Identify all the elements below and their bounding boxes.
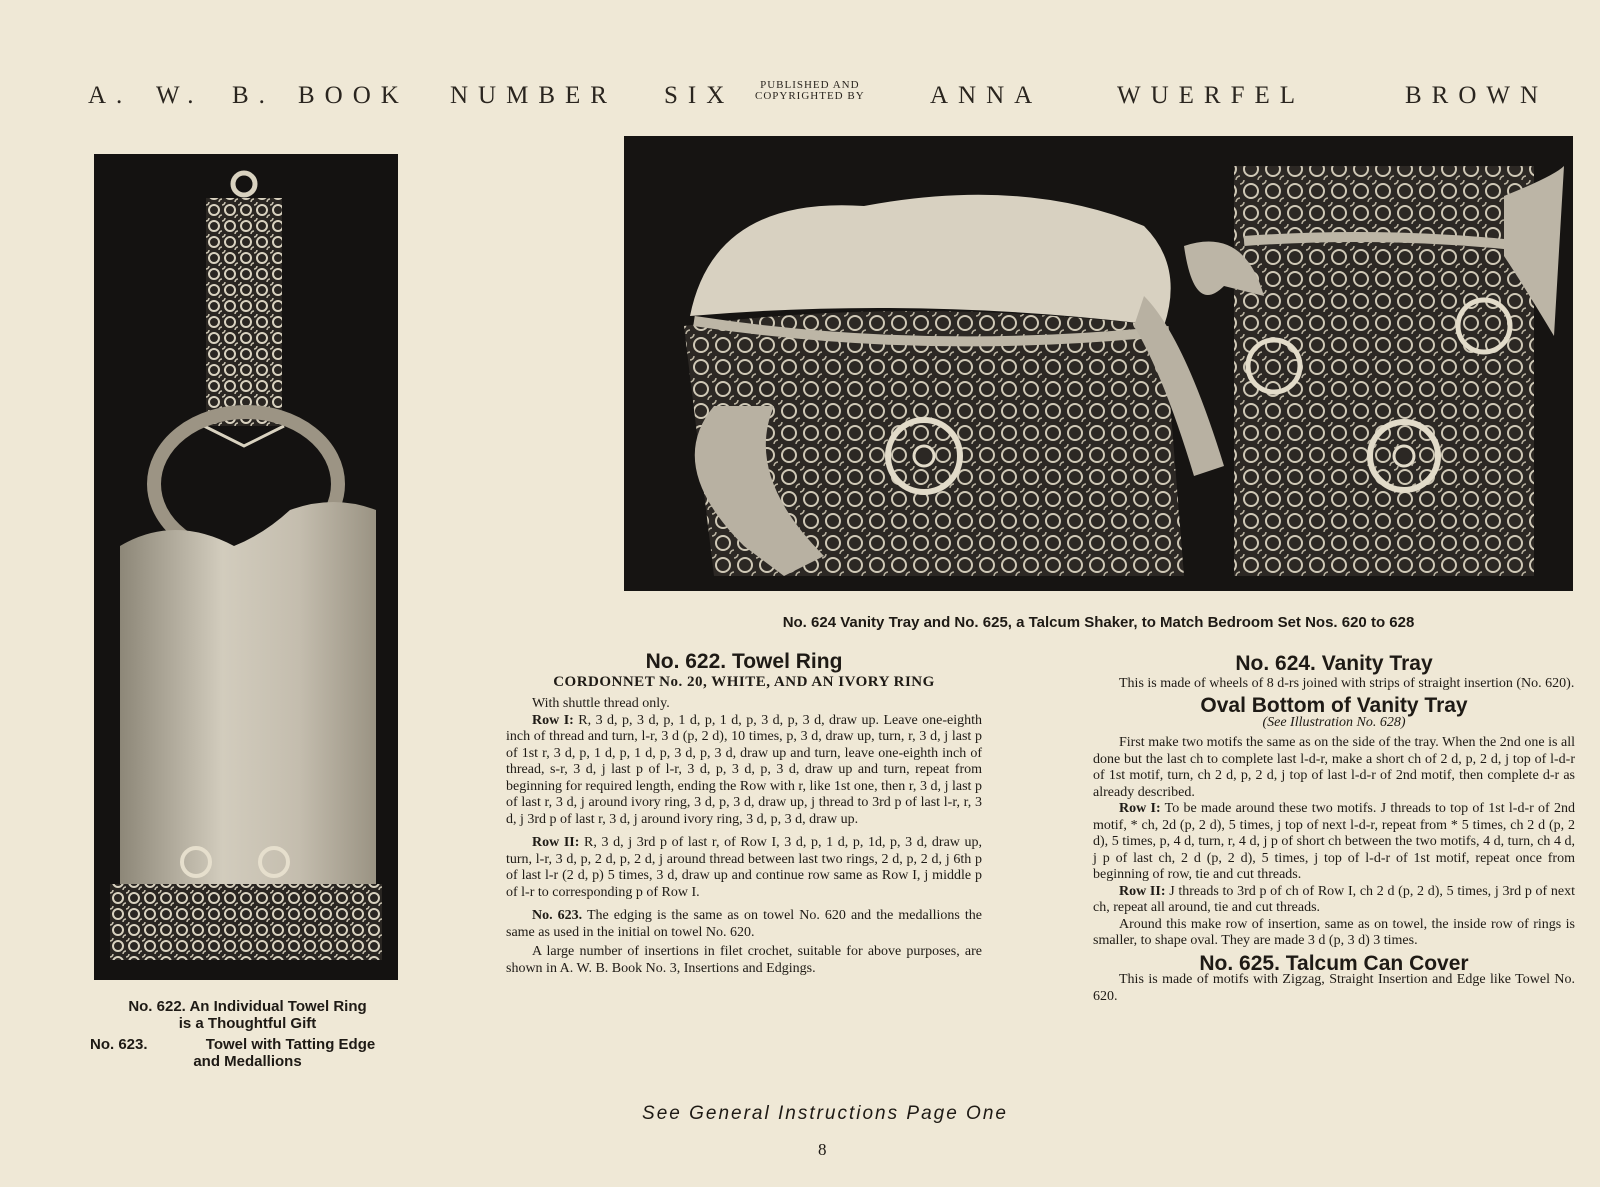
section-subtitle: CORDONNET No. 20, WHITE, AND AN IVORY RING <box>553 673 935 690</box>
caption-line: No. 622. An Individual Towel Ring <box>128 998 367 1015</box>
header-word: BROWN <box>1405 82 1549 109</box>
caption-line: Towel with Tatting Edge <box>205 1036 376 1053</box>
header-word: BOOK <box>298 82 409 109</box>
general-instructions-note: See General Instructions Page One <box>642 1103 1008 1124</box>
header-word: WUERFEL <box>1117 82 1306 109</box>
row-paragraph: Row II: J threads to 3rd p of ch of Row I, ch 2 d (p, 2 d), 5 times, j 3rd p of next ch, repeat all around, tie and cut threads. <box>1093 883 1576 915</box>
illustration-reference: (See Illustration No. 628) <box>1262 714 1406 730</box>
header-word: W. <box>156 82 204 109</box>
section-title: No. 622. Towel Ring <box>645 650 843 673</box>
body-paragraph: Around this make row of insertion, same as on towel, the inside row of rings is smaller, to shape oval. They are made 3 d (p, 3 d) 3 times. <box>1093 916 1575 948</box>
section-title: No. 624. Vanity Tray <box>1235 652 1433 675</box>
towel-ring-photo <box>94 154 398 980</box>
header-word: B. <box>232 82 275 109</box>
body-paragraph: No. 623. The edging is the same as on towel No. 620 and the medallions the same as used in the initial on towel No. 620. <box>506 908 982 940</box>
body-paragraph: First make two motifs the same as on the side of the tray. When the 2nd one is all done but the last ch to complete last l-d-r, make a short ch of 2 d, p, 2 d, j top of l-d-r of 1st motif, turn, ch 2 d, p, 2 d, j top of last l-d-r of 2nd motif, then complete d-r as already described. <box>1093 735 1575 800</box>
row-paragraph: Row II: R, 3 d, j 3rd p of last r, of Row I, 3 d, p, 1 d, p, 1d, p, 3 d, draw up, turn, l-r, 3 d, p, 2 d, p, 2 d, j around thread between last two rings, 2 d, p, 2 d, j 6th p of last l-r (2 d, p) 5 times, 3 d, draw up and continue row same as Row I, j middle p of l-r to corresponding p of Row I. <box>506 835 983 900</box>
section-title: Oval Bottom of Vanity Tray <box>1200 694 1468 717</box>
vanity-tray-photo <box>624 136 1573 591</box>
top-photo-caption: No. 624 Vanity Tray and No. 625, a Talcum Shaker, to Match Bedroom Set Nos. 620 to 628 <box>782 614 1415 631</box>
section-title: No. 625. Talcum Can Cover <box>1199 951 1469 975</box>
body-paragraph: This is made of motifs with Zigzag, Straight Insertion and Edge like Towel No. 620. <box>1093 972 1575 1004</box>
row-paragraph: Row I: To be made around these two motifs. J threads to top of 1st l-d-r of 2nd motif, * ch, 2d (p, 2 d), 5 times, j top of next l-d-r, repeat from * 5 times, ch 2 d (p, 2 d), 5 times, p, 4 d, turn, r, 4 d, j p of short ch between the two motifs, 4 d, turn, ch 4 d, j p of last ch, 2 d (p, 2 d), 5 times, j top of l-d-r of 1st motif, repeat once from beginning of row, tie and cut threads. <box>1093 801 1575 882</box>
running-header <box>0 76 1600 116</box>
row-paragraph: Row I: R, 3 d, p, 3 d, p, 1 d, p, 1 d, p, 3 d, p, 3 d, draw up. Leave one-eighth inch of thread and turn, l-r, 3 d (p, 2 d), 10 times, p, 3 d, draw up, turn, r, 3 d, j last p of 1st r, 3 d, p, 1 d, p, 1 d, p, 3 d, p, 3 d, draw up and turn, leave one-eighth inch of thread, s-r, 3 d, j last p of l-r, 3 d, p, 3 d, p, 3 d, draw up and turn, repeat from beginning for required length, ending the Row with r, like 1st one, then r, 3 d, j last p of last r, 3 d, j around ivory ring, 3 d, p, 3 d, draw up, j thread to 3rd p of last l-r, r, 3 d, j 3rd p of last r, 3 d, j around ivory ring, 3 d, p, 3 d, draw up. <box>506 712 982 827</box>
caption-line: is a Thoughtful Gift <box>178 1015 317 1032</box>
caption-number: No. 623. <box>90 1036 148 1053</box>
intro-paragraph: With shuttle thread only. <box>532 696 670 711</box>
header-publisher-note: PUBLISHED AND COPYRIGHTED BY <box>755 79 865 102</box>
left-photo-caption <box>90 998 405 1070</box>
body-paragraph: A large number of insertions in filet crochet, suitable for above purposes, are shown in A. W. B. Book No. 3, Insertions and Edgings. <box>506 944 982 976</box>
caption-line: and Medallions <box>193 1053 302 1070</box>
page-number: 8 <box>818 1140 827 1159</box>
towel-ring-instructions <box>506 650 983 977</box>
header-word: A. <box>88 82 133 109</box>
body-paragraph: This is made of wheels of 8 d-rs joined with strips of straight insertion (No. 620). <box>1119 675 1575 691</box>
vanity-tray-instructions <box>1093 652 1576 1005</box>
header-word: SIX <box>664 82 735 109</box>
header-word: NUMBER <box>450 82 617 109</box>
header-word: ANNA <box>930 82 1043 109</box>
